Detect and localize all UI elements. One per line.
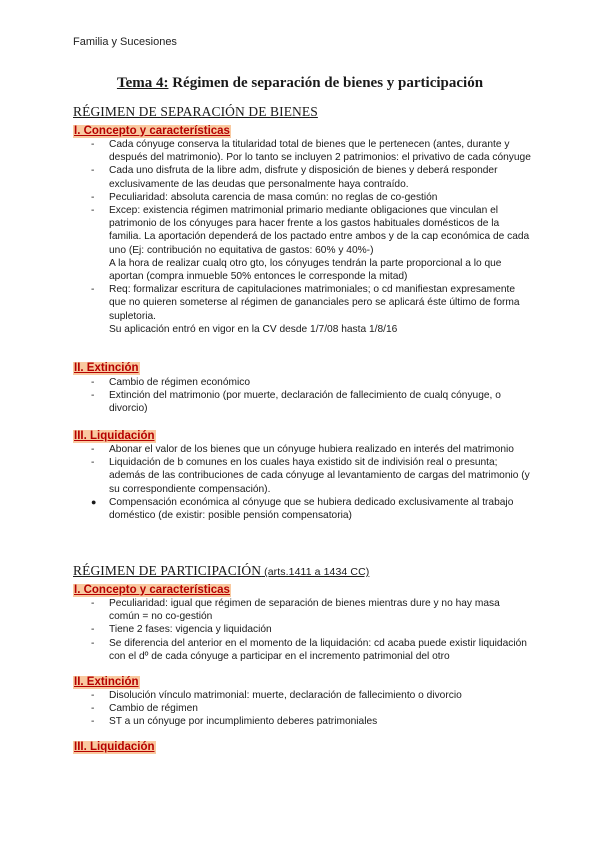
- dash-bullet: -: [91, 444, 95, 455]
- dash-bullet: -: [91, 703, 95, 715]
- list-item: - Tiene 2 fases: vigencia y liquidación: [91, 624, 272, 636]
- list-extincion-separacion: [73, 376, 533, 416]
- page-title: [0, 75, 600, 92]
- dash-bullet: -: [91, 624, 95, 636]
- dash-bullet: -: [91, 716, 95, 728]
- list-item: - Peculiaridad: igual que régimen de separación de bienes mientras dure y no hay masa común = no co-gestión: [91, 598, 500, 623]
- dash-bullet: -: [91, 598, 95, 609]
- subheading-extincion-separacion: II. Extinción: [74, 362, 139, 374]
- list-item: ● Compensación económica al cónyuge que se hubiera dedicado exclusivamente al trabajo doméstico (de existir: posible pensión compensatoria): [91, 496, 514, 522]
- subheading-concepto-participacion: I. Concepto y características: [74, 584, 230, 596]
- list-item: - Liquidación de b comunes en los cuales haya existido sit de indivisión real o presunta; además de las contribuciones de cada cónyuge al levantamiento de cargas del matrimonio (y su correspondiente compensación).: [91, 457, 530, 495]
- list-liquidacion-separacion: [73, 443, 533, 522]
- list-item: - Cambio de régimen económico: [91, 377, 250, 388]
- dash-bullet: -: [91, 457, 95, 469]
- dash-bullet: -: [91, 637, 95, 649]
- list-extincion-participacion: [73, 689, 533, 729]
- dash-bullet: -: [91, 191, 95, 203]
- list-item: - Abonar el valor de los bienes que un cónyuge hubiera realizado en interés del matrimonio: [91, 444, 514, 455]
- list-item: - Peculiaridad: absoluta carencia de masa común: no reglas de co-gestión: [91, 191, 438, 203]
- dash-bullet: -: [91, 165, 95, 177]
- continuation-text: A la hora de realizar cualq otro gto, los cónyuges tendrán la parte proporcional a lo que aportan (compra inmueble 50% entonces le corresponde la mitad): [109, 257, 502, 283]
- dot-bullet: ●: [91, 496, 97, 507]
- dash-bullet: -: [91, 205, 95, 217]
- list-item: - Disolución vínculo matrimonial: muerte, declaración de fallecimiento o divorcio: [91, 690, 462, 701]
- list-item: - Excep: existencia régimen matrimonial primario mediante obligaciones que vinculan el patrimonio de los cónyuges para hacer frente a los gastos habituales domésticos de la familia. La aportación dependerá de los pactado entre ambos y de la cap económica de cada uno (Ej: contribución no equitativa de gastos: 60% y 40%-): [91, 205, 530, 256]
- section-heading-separacion: RÉGIMEN DE SEPARACIÓN DE BIENES: [73, 104, 318, 119]
- list-concepto-participacion: [73, 597, 533, 663]
- subheading-extincion-participacion: II. Extinción: [74, 676, 139, 688]
- list-item: - Cambio de régimen: [91, 703, 198, 715]
- list-item: - Cada uno disfruta de la libre adm, disfrute y disposición de bienes y deberá responder exclusivamente de las deudas que personalmente haya contraído.: [91, 165, 498, 190]
- dash-bullet: -: [91, 690, 95, 701]
- list-item: - Req: formalizar escritura de capitulaciones matrimoniales; o cd manifiestan expresamente que no quieren someterse al régimen de gananciales pero se aplicará éste último de forma supletoria.: [91, 284, 520, 322]
- list-concepto-separacion: [73, 138, 533, 336]
- subheading-liquidacion-participacion: III. Liquidación: [74, 741, 155, 753]
- title-label: Tema 4:: [116, 75, 169, 91]
- running-header: Familia y Sucesiones: [73, 36, 177, 48]
- dash-bullet: -: [91, 139, 95, 150]
- subheading-liquidacion-separacion: III. Liquidación: [74, 430, 155, 442]
- title-text: Régimen de separación de bienes y participación: [168, 75, 484, 91]
- subheading-concepto-separacion: I. Concepto y características: [74, 125, 230, 137]
- dash-bullet: -: [91, 284, 95, 296]
- list-item: - ST a un cónyuge por incumplimiento deberes patrimoniales: [91, 716, 378, 728]
- list-item: - Cada cónyuge conserva la titularidad total de bienes que le pertenecen (antes, durante y después del matrimonio). Por lo tanto se incluyen 2 patrimonios: el privativo de cada cónyuge: [91, 139, 531, 164]
- section-heading-participacion: RÉGIMEN DE PARTICIPACIÓN (arts.1411 a 1434 CC): [73, 563, 370, 578]
- articles-note: (arts.1411 a 1434 CC): [261, 566, 370, 578]
- continuation-text: Su aplicación entró en vigor en la CV desde 1/7/08 hasta 1/8/16: [109, 323, 398, 335]
- dash-bullet: -: [91, 390, 95, 402]
- dash-bullet: -: [91, 377, 95, 388]
- list-item: - Extinción del matrimonio (por muerte, declaración de fallecimiento de cualq cónyuge, o divorcio): [91, 390, 501, 415]
- list-item: - Se diferencia del anterior en el momento de la liquidación: cd acaba puede existir liquidación con el dº de cada cónyuge a participar en el incremento patrimonial del otro: [91, 637, 527, 662]
